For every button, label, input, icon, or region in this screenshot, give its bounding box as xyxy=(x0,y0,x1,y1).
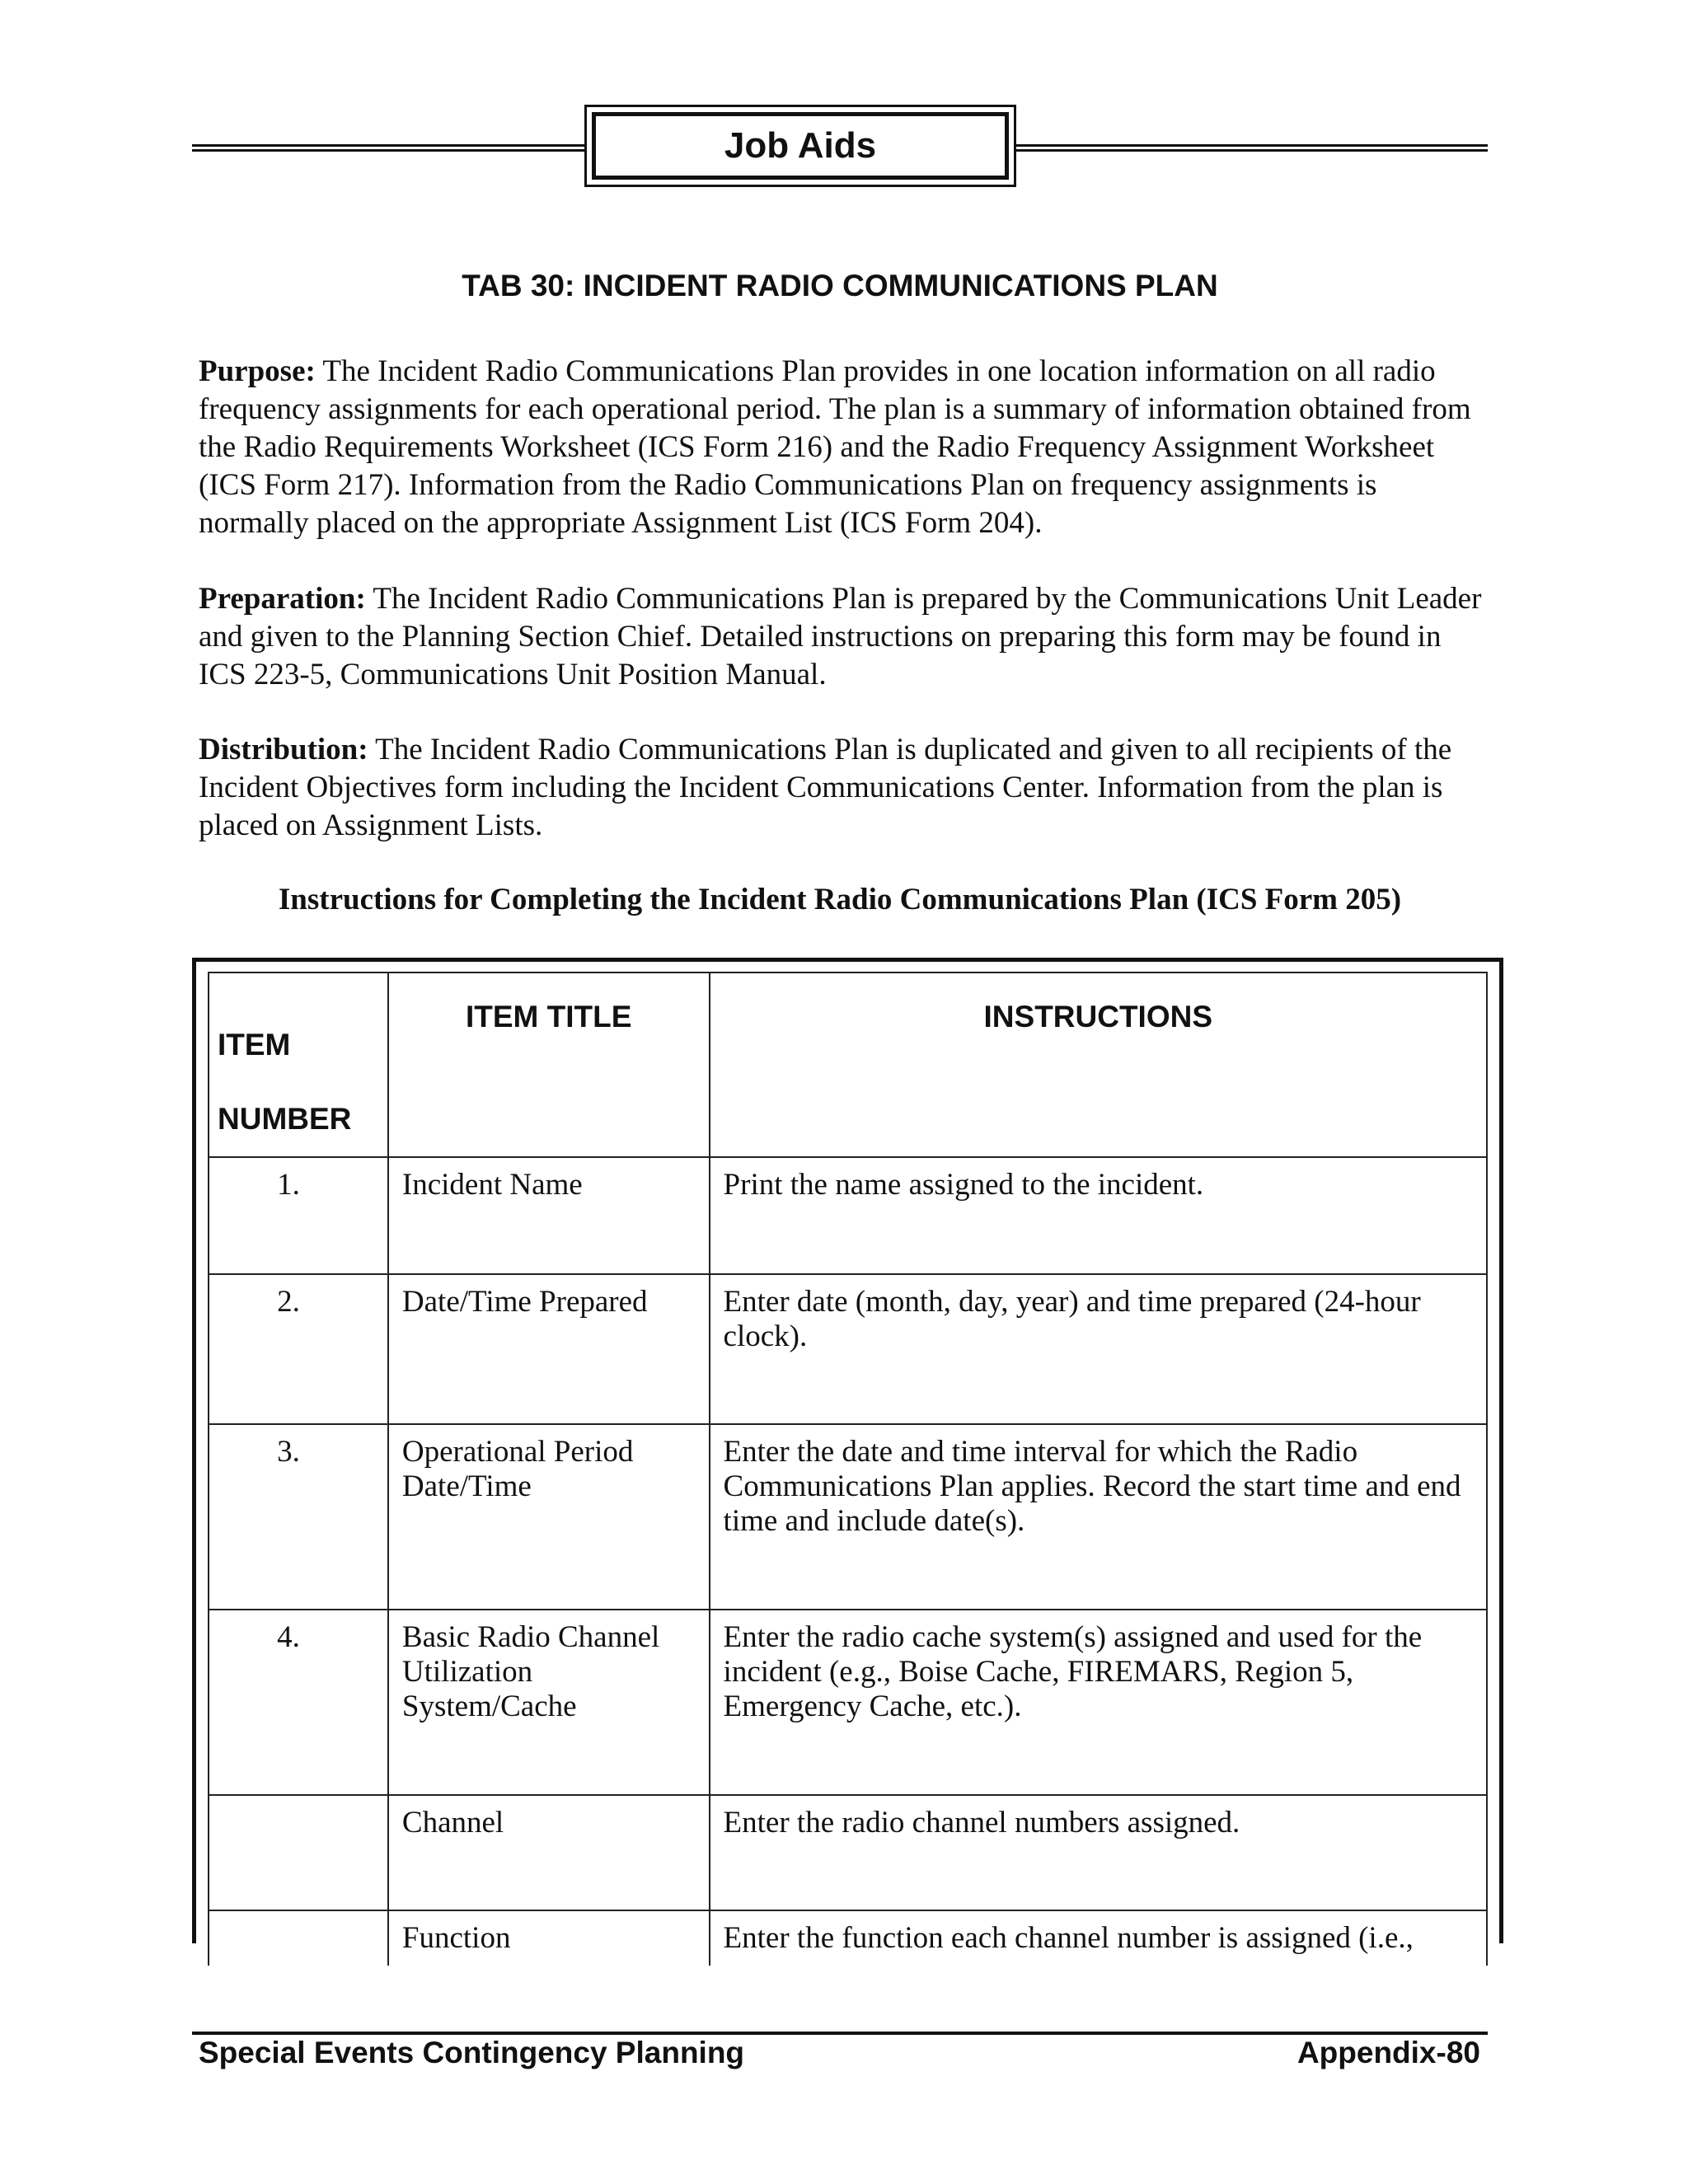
preparation-paragraph xyxy=(199,580,1493,694)
section-banner xyxy=(192,105,1488,187)
distribution-paragraph xyxy=(199,731,1493,845)
banner-rule-right xyxy=(1016,144,1488,152)
footer-document-title: Special Events Contingency Planning xyxy=(199,2036,745,2069)
purpose-label: Purpose: xyxy=(199,354,316,388)
footer-page-number: Appendix-80 xyxy=(1296,2036,1480,2069)
row-instructions: Enter the function each channel number is assigned (i.e., xyxy=(710,1910,1487,1966)
row-instructions: Enter the radio channel numbers assigned. xyxy=(710,1795,1487,1910)
row-number: 4. xyxy=(209,1610,388,1795)
header-item-title: ITEM TITLE xyxy=(388,972,710,1157)
table-row xyxy=(209,1157,1487,1274)
row-number: 2. xyxy=(209,1274,388,1424)
row-title: Function xyxy=(388,1910,710,1966)
preparation-label: Preparation: xyxy=(199,582,366,616)
table-header-row xyxy=(209,972,1487,1157)
row-title: Date/Time Prepared xyxy=(388,1274,710,1424)
instructions-table-frame xyxy=(192,958,1503,1955)
table-row xyxy=(209,1424,1487,1610)
row-instructions: Print the name assigned to the incident. xyxy=(710,1157,1487,1274)
banner-rule-left xyxy=(192,144,584,152)
row-title: Basic Radio Channel Utilization System/Cache xyxy=(388,1610,710,1795)
row-title: Channel xyxy=(388,1795,710,1910)
purpose-paragraph xyxy=(199,353,1493,542)
row-instructions: Enter date (month, day, year) and time prepared (24-hour clock). xyxy=(710,1274,1487,1424)
footer-rule xyxy=(192,2032,1488,2035)
purpose-text: The Incident Radio Communications Plan provides in one location information on all radio frequency assignments for each operational period. The plan is a summary of information obtained from the Radio Requirements Worksheet (ICS Form 216) and the Radio Frequency Assignment Worksheet (ICS Form 217). Information from the Radio Communications Plan on frequency assignments is normally placed on the appropriate Assignment List (ICS Form 204). xyxy=(199,354,1471,540)
table-row xyxy=(209,1274,1487,1424)
table-row xyxy=(209,1795,1487,1910)
distribution-text: The Incident Radio Communications Plan is duplicated and given to all recipients of the Incident Objectives form including the Incident Communications Center. Information from the plan is placed on Assignment Lists. xyxy=(199,733,1452,842)
page-title: TAB 30: INCIDENT RADIO COMMUNICATIONS PLAN xyxy=(462,269,1218,302)
row-instructions: Enter the date and time interval for which the Radio Communications Plan applies. Record the start time and end time and include date(s). xyxy=(710,1424,1487,1610)
table-row xyxy=(209,1610,1487,1795)
header-instructions: INSTRUCTIONS xyxy=(710,972,1487,1157)
row-number xyxy=(209,1795,388,1910)
row-number xyxy=(209,1910,388,1966)
table-row xyxy=(209,1910,1487,1966)
header-item-number: ITEM NUMBER xyxy=(209,972,388,1157)
instructions-table xyxy=(208,972,1488,1966)
row-number: 1. xyxy=(209,1157,388,1274)
preparation-text: The Incident Radio Communications Plan is prepared by the Communications Unit Leader and given to the Planning Section Chief. Detailed instructions on preparing this form may be found in ICS 223-5, Communications Unit Position Manual. xyxy=(199,582,1482,691)
row-instructions: Enter the radio cache system(s) assigned and used for the incident (e.g., Boise Cache, FIREMARS, Region 5, Emergency Cache, etc.). xyxy=(710,1610,1487,1795)
row-number: 3. xyxy=(209,1424,388,1610)
instructions-heading: Instructions for Completing the Incident Radio Communications Plan (ICS Form 205) xyxy=(278,883,1402,916)
row-title: Operational Period Date/Time xyxy=(388,1424,710,1610)
row-title: Incident Name xyxy=(388,1157,710,1274)
distribution-label: Distribution: xyxy=(199,733,368,766)
section-label: Job Aids xyxy=(592,112,1009,180)
banner-box xyxy=(584,105,1016,187)
